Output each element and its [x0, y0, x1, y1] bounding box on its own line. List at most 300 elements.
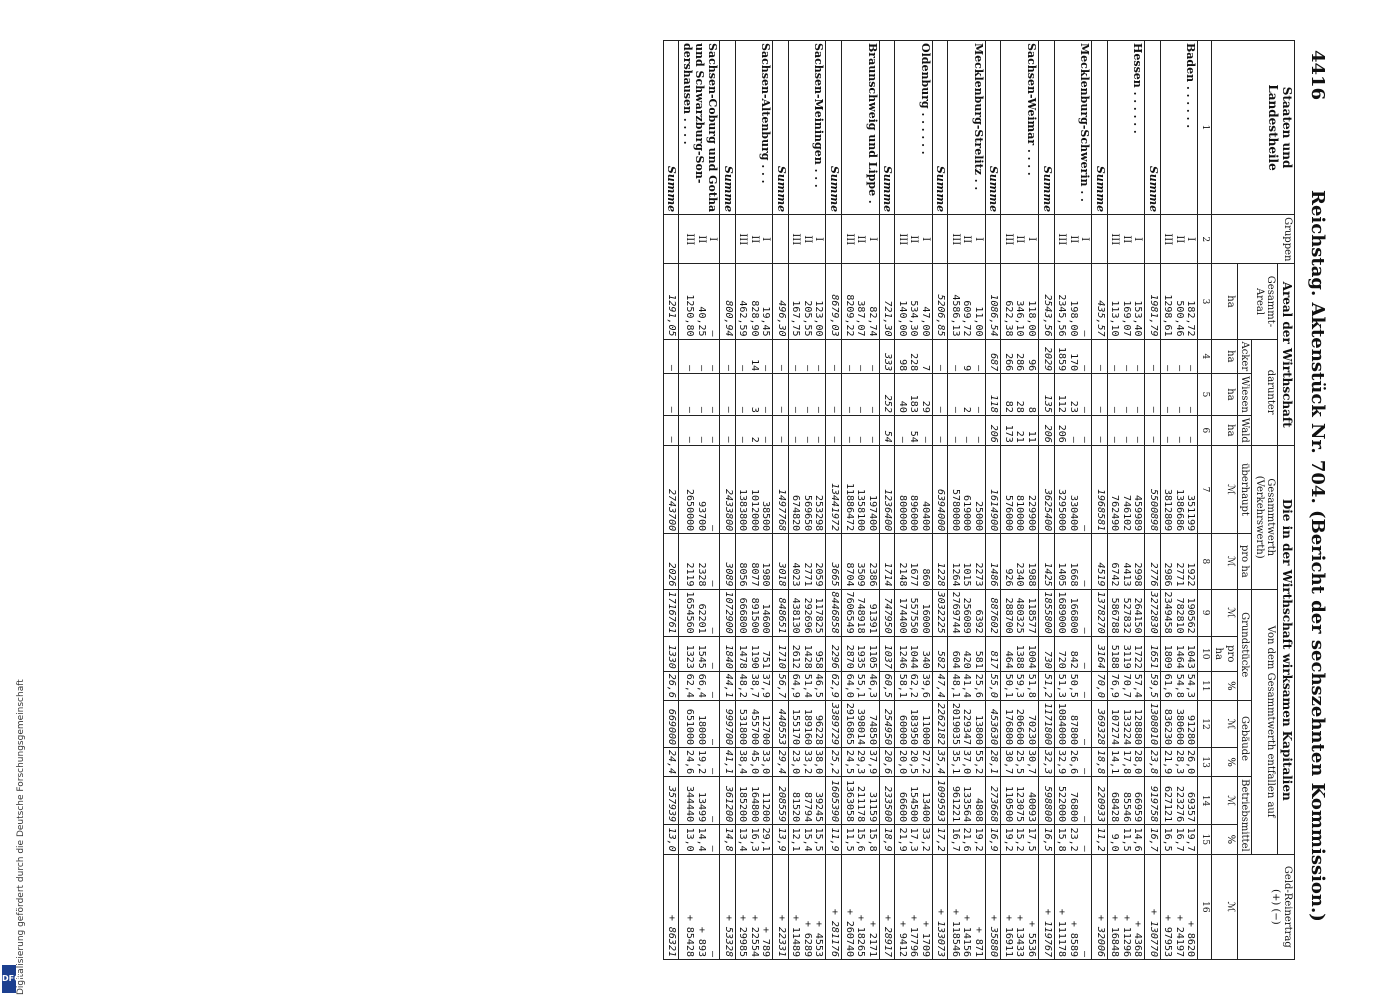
cell-grund-ha: — 1545 1323 [679, 636, 720, 671]
cell-wert-ha: 3665 [826, 534, 842, 589]
cell-betr-pct: 29,1 16,3 13,4 [735, 825, 773, 855]
column-number: 3 [1198, 264, 1211, 339]
cell-betr-pct: 11,2 [1092, 825, 1108, 855]
cell-areal: 153,40 169,07 113,10 [1107, 264, 1145, 339]
cell-wald: — — — [679, 415, 720, 445]
cell-geb: 128880 133224 107274 [1107, 700, 1145, 747]
cell-areal: 123,00 205,55 167,75 [788, 264, 826, 339]
cell-geb: 669000 [663, 700, 679, 747]
cell-areal: 1981,79 [1145, 264, 1161, 339]
cell-grund: 747950 [879, 589, 895, 636]
column-number: 14 [1198, 777, 1211, 825]
cell-wert: 38500 1012000 1383800 [735, 445, 773, 533]
cell-wert-ha: 2776 [1145, 534, 1161, 589]
cell-grund-ha: — 842 720 [1054, 636, 1092, 671]
cell-grund-ha: 1651 [1145, 636, 1161, 671]
cell-grund: — 166800 1689000 [1054, 589, 1092, 636]
cell-grund-pct: 39,6 62,2 58,1 [895, 671, 933, 700]
cell-betr: 4808 133564 961221 [948, 777, 986, 825]
cell-wert-ha: 2386 3509 8704 [842, 534, 880, 589]
unit-mark: ℳ [1211, 445, 1237, 533]
cell-grund-pct: 46,5 51,4 64,9 [788, 671, 826, 700]
cell-geb: 91280 380600 836230 [1160, 700, 1198, 747]
cell-acker: — 14 — [735, 339, 773, 374]
cell-geb-pct: 25,2 [826, 748, 842, 777]
cell-geb: 3389729 [826, 700, 842, 747]
cell-betr-pct: — 23,2 15,8 [1054, 825, 1092, 855]
cell-wert: 351199 1386686 3812809 [1160, 445, 1198, 533]
cell-wiesen: — — — [1107, 374, 1145, 416]
table-row [842, 41, 880, 960]
cell-wiesen: — [773, 374, 789, 416]
cell-rein: + 35880 [985, 854, 1001, 959]
column-number: 4 [1198, 339, 1211, 374]
cell-betr: 919758 [1145, 777, 1161, 825]
group-labels [826, 215, 842, 264]
cell-betr: 598800 [1038, 777, 1054, 825]
cell-betr-pct: 13,0 [663, 825, 679, 855]
cell-wald: — [1145, 415, 1161, 445]
group-labels: I II III [788, 215, 826, 264]
header-kapital-group: Die in der Wirthschaft wirksamen Kapitalien [1278, 445, 1295, 854]
cell-betr-pct: 33,2 17,3 21,9 [895, 825, 933, 855]
cell-rein: + 871 + 14156 + 118546 [948, 854, 986, 959]
cell-wald: — [826, 415, 842, 445]
cell-wert-ha: 1714 [879, 534, 895, 589]
unit-ha: ha [1211, 264, 1237, 339]
sum-row [1092, 41, 1108, 960]
cell-wald: 11 21 173 [1001, 415, 1039, 445]
cell-wald: — 54 — [895, 415, 933, 445]
cell-rein: + 32006 [1092, 854, 1108, 959]
cell-grund-ha: 3164 [1092, 636, 1108, 671]
column-number-row [1198, 41, 1211, 960]
state-name: Sachsen-Meiningen . . . [788, 41, 826, 215]
cell-geb-pct: 38,0 33,2 23,0 [788, 748, 826, 777]
cell-rein: + 5536 + 13433 + 16911 [1001, 854, 1039, 959]
cell-wert-ha: 3018 [773, 534, 789, 589]
header-gruppen: Gruppen [1211, 215, 1294, 264]
cell-grund-ha: 730 [1038, 636, 1054, 671]
unit-mark: ℳ [1211, 854, 1237, 959]
group-labels [1145, 215, 1161, 264]
table-row [679, 41, 720, 960]
cell-wald: — — — [948, 415, 986, 445]
cell-grund-pct: 54,3 54,8 61,6 [1160, 671, 1198, 700]
group-labels: I II III [948, 215, 986, 264]
cell-wert: 459989 746102 762490 [1107, 445, 1145, 533]
cell-grund-pct: 62,9 [826, 671, 842, 700]
cell-wiesen: 118 [985, 374, 1001, 416]
cell-geb: 11000 183950 60000 [895, 700, 933, 747]
header-gebaeude: Gebäude [1237, 700, 1252, 776]
cell-wert: 1236400 [879, 445, 895, 533]
header-betriebsmittel: Betriebsmittel [1237, 777, 1252, 855]
cell-geb-pct: 33,0 45,0 38,4 [735, 748, 773, 777]
page-number: 4416 [1307, 50, 1328, 101]
cell-betr: 361200 [720, 777, 736, 825]
cell-geb-pct: 23,8 [1145, 748, 1161, 777]
cell-wald: 206 [1038, 415, 1054, 445]
cell-geb-pct: — 19,2 24,6 [679, 748, 720, 777]
cell-grund-ha: 751 1190 1478 [735, 636, 773, 671]
cell-wiesen: — 3 — [735, 374, 773, 416]
cell-grund: 117825 292696 438130 [788, 589, 826, 636]
unit-pct: % [1211, 671, 1237, 700]
cell-acker: — — — [679, 339, 720, 374]
unit-mark: ℳ [1211, 589, 1237, 636]
cell-wert-ha: 1486 [985, 534, 1001, 589]
cell-betr: 1605390 [826, 777, 842, 825]
cell-geb: — 18000 651000 [679, 700, 720, 747]
column-number: 15 [1198, 825, 1211, 855]
cell-wert: 25000 619000 5780000 [948, 445, 986, 533]
cell-grund-pct: 47,4 [932, 671, 948, 700]
cell-grund: 190562 782810 2349458 [1160, 589, 1198, 636]
column-number: 9 [1198, 589, 1211, 636]
cell-rein: + 4368 + 11296 + 16848 [1107, 854, 1145, 959]
cell-betr-pct: 19,2 21,6 16,7 [948, 825, 986, 855]
group-labels [1092, 215, 1108, 264]
cell-geb-pct: 29,4 [773, 748, 789, 777]
cell-grund-ha: 1722 3119 5188 [1107, 636, 1145, 671]
cell-grund-pct: 46,3 55,1 64,0 [842, 671, 880, 700]
cell-wert: 2433800 [720, 445, 736, 533]
cell-grund: 16000 557550 174400 [895, 589, 933, 636]
cell-grund: 8446858 [826, 589, 842, 636]
cell-acker: 7 228 98 [895, 339, 933, 374]
cell-acker: — [932, 339, 948, 374]
cell-areal: 721,30 [879, 264, 895, 339]
cell-grund: 14600 891500 666800 [735, 589, 773, 636]
cell-rein: + 8620 + 24197 + 97953 [1160, 854, 1198, 959]
cell-rein: + 53328 [720, 854, 736, 959]
cell-grund: 91391 748918 7606549 [842, 589, 880, 636]
cell-rein: + 119767 [1038, 854, 1054, 959]
cell-betr: 357939 [663, 777, 679, 825]
cell-wiesen: — [932, 374, 948, 416]
cell-geb: 1308010 [1145, 700, 1161, 747]
cell-geb: 12700 455700 531800 [735, 700, 773, 747]
cell-betr: 220933 [1092, 777, 1108, 825]
cell-geb: 440553 [773, 700, 789, 747]
cell-geb: 13800 229347 2019035 [948, 700, 986, 747]
cell-grund-pct: 51,8 59,3 50,1 [1001, 671, 1039, 700]
group-labels: I II III [895, 215, 933, 264]
cell-acker: — 9 — [948, 339, 986, 374]
cell-geb: 70230 206600 176800 [1001, 700, 1039, 747]
sum-row [985, 41, 1001, 960]
cell-grund: 848651 [773, 589, 789, 636]
cell-betr-pct: 15,5 15,4 12,1 [788, 825, 826, 855]
cell-grund: 6392 256089 2769744 [948, 589, 986, 636]
cell-geb: 999700 [720, 700, 736, 747]
cell-wert: 6394000 [932, 445, 948, 533]
cell-wert: 5500898 [1145, 445, 1161, 533]
table-row [1107, 41, 1145, 960]
cell-betr: 1099593 [932, 777, 948, 825]
cell-wald: — 2 — [735, 415, 773, 445]
cell-grund-pct: 26,6 [663, 671, 679, 700]
column-number: 13 [1198, 748, 1211, 777]
cell-geb: 453630 [985, 700, 1001, 747]
cell-grund-pct: 51,2 [1038, 671, 1054, 700]
group-labels: I II III [1160, 215, 1198, 264]
cell-geb-pct: 32,3 [1038, 748, 1054, 777]
cell-wert-ha: 1980 8077 8056 [735, 534, 773, 589]
cell-rein: + 2171 + 18265 + 260740 [842, 854, 880, 959]
header-grundstuecke: Grundstücke [1237, 589, 1252, 700]
state-name: Oldenburg . . . . . . [895, 41, 933, 215]
cell-betr-pct: 18,9 [879, 825, 895, 855]
cell-grund-pct: 25,6 41,4 48,1 [948, 671, 986, 700]
cell-grund-pct: — 50,5 51,3 [1054, 671, 1092, 700]
cell-grund: 887602 [985, 589, 1001, 636]
sum-label: Summe [663, 41, 679, 215]
table-row [735, 41, 773, 960]
cell-wert-ha: 1922 2771 2986 [1160, 534, 1198, 589]
cell-acker: 96 286 266 [1001, 339, 1039, 374]
cell-wert-ha: 3089 [720, 534, 736, 589]
cell-wiesen: — [1092, 374, 1108, 416]
cell-rein: + 22331 [773, 854, 789, 959]
cell-grund: 3272830 [1145, 589, 1161, 636]
cell-wiesen: 8 28 82 [1001, 374, 1039, 416]
cell-wald: — [932, 415, 948, 445]
cell-acker: 333 [879, 339, 895, 374]
cell-wiesen: — [663, 374, 679, 416]
cell-wert-ha: 1228 [932, 534, 948, 589]
cell-rein: + 130770 [1145, 854, 1161, 959]
cell-grund: 3032225 [932, 589, 948, 636]
cell-rein: + 281176 [826, 854, 842, 959]
cell-wert-ha: 2026 [663, 534, 679, 589]
cell-wert: 229900 810000 576000 [1001, 445, 1039, 533]
cell-grund-pct: — 66,4 62,4 [679, 671, 720, 700]
sum-label: Summe [932, 41, 948, 215]
column-number: 1 [1198, 41, 1211, 215]
sum-label: Summe [1038, 41, 1054, 215]
table-row [788, 41, 826, 960]
cell-grund-ha: 340 1044 1246 [895, 636, 933, 671]
cell-grund-pct: 57,4 70,7 76,9 [1107, 671, 1145, 700]
cell-wert-ha: 4519 [1092, 534, 1108, 589]
table-row [1054, 41, 1092, 960]
group-labels: I II III [1001, 215, 1039, 264]
cell-betr: 69357 223276 627121 [1160, 777, 1198, 825]
cell-geb-pct: 35,4 [932, 748, 948, 777]
cell-wert-ha: 860 1677 2148 [895, 534, 933, 589]
sum-row [773, 41, 789, 960]
cell-grund-ha: 1043 1464 1809 [1160, 636, 1198, 671]
unit-ha: ha [1211, 415, 1237, 445]
sum-label: Summe [1145, 41, 1161, 215]
cell-areal: 435,57 [1092, 264, 1108, 339]
cell-betr: 31159 211178 1363058 [842, 777, 880, 825]
cell-rein: + 4553 + 6289 + 11489 [788, 854, 826, 959]
unit-pro-ha: pro ha [1211, 636, 1237, 671]
dfg-logo: DFG [2, 965, 16, 993]
cell-geb-pct: 41,1 [720, 748, 736, 777]
sum-row [720, 41, 736, 960]
cell-wald: — — — [1160, 415, 1198, 445]
cell-acker: 687 [985, 339, 1001, 374]
cell-wald: 54 [879, 415, 895, 445]
cell-areal: 2543,56 [1038, 264, 1054, 339]
cell-rein: — + 893 + 85428 [679, 854, 720, 959]
cell-wald: — — 206 [1054, 415, 1092, 445]
cell-grund: — 62201 1654560 [679, 589, 720, 636]
cell-areal: 182,72 500,46 1298,61 [1160, 264, 1198, 339]
state-name: Sachsen-Weimar . . . . [1001, 41, 1039, 215]
cell-wiesen: 135 [1038, 374, 1054, 416]
cell-wert: 3625400 [1038, 445, 1054, 533]
cell-betr-pct: 11,9 [826, 825, 842, 855]
cell-rein: + 1709 + 17796 + 9412 [895, 854, 933, 959]
cell-acker: — [1092, 339, 1108, 374]
cell-geb: 96228 189160 155170 [788, 700, 826, 747]
cell-areal: — 198,00 2345,56 [1054, 264, 1092, 339]
page-header [1300, 40, 1330, 960]
cell-grund: 264150 527832 586788 [1107, 589, 1145, 636]
cell-acker: — — — [842, 339, 880, 374]
cell-grund-pct: 70,0 [1092, 671, 1108, 700]
header-wald: Wald [1237, 415, 1252, 445]
cell-geb: 369328 [1092, 700, 1108, 747]
cell-wald: 206 [985, 415, 1001, 445]
cell-acker: — — — [788, 339, 826, 374]
cell-grund-pct: 44,1 [720, 671, 736, 700]
cell-wiesen: — [720, 374, 736, 416]
digitization-note-text: Digitalisierung gefördert durch die Deutsche Forschungsgemeinschaft [16, 679, 26, 995]
cell-betr: 208559 [773, 777, 789, 825]
cell-wert-ha: — 2328 2119 [679, 534, 720, 589]
cell-wald: — [663, 415, 679, 445]
table-row [895, 41, 933, 960]
cell-wert-ha: 2998 4413 6742 [1107, 534, 1145, 589]
state-name: Sachsen-Coburg und Gotha und Schwarzburg-Son- dershausen . . . . [679, 41, 720, 215]
page-title: Reichstag. Aktenstück Nr. 704. (Bericht der sechszehnten Kommission.) [1307, 190, 1328, 922]
cell-wert: 40400 896000 800000 [895, 445, 933, 533]
cell-areal: 496,30 [773, 264, 789, 339]
cell-areal: 8679,03 [826, 264, 842, 339]
cell-geb: — 87800 1084000 [1054, 700, 1092, 747]
cell-grund-pct: 60,5 [879, 671, 895, 700]
cell-wert: 1968581 [1092, 445, 1108, 533]
cell-betr: 13400 154500 66600 [895, 777, 933, 825]
cell-grund: 1716761 [663, 589, 679, 636]
cell-acker: — [773, 339, 789, 374]
state-name: Mecklenburg-Schwerin . . [1054, 41, 1092, 215]
table-row [948, 41, 986, 960]
cell-geb-pct: 27,2 20,5 20,0 [895, 748, 933, 777]
unit-ha: ha [1211, 339, 1237, 374]
cell-wald: — [1092, 415, 1108, 445]
cell-betr-pct: 15,8 15,6 11,5 [842, 825, 880, 855]
cell-geb: 74850 398014 2916865 [842, 700, 880, 747]
cell-areal: 82,74 387,07 8209,22 [842, 264, 880, 339]
cell-geb-pct: — 26,6 32,9 [1054, 748, 1092, 777]
cell-grund-ha: 1037 [879, 636, 895, 671]
unit-pct: % [1211, 825, 1237, 855]
table-body [663, 41, 1198, 960]
cell-wert: 197400 1358100 11886472 [842, 445, 880, 533]
state-name: Sachsen-Altenburg . . . [735, 41, 773, 215]
group-labels: I II III [679, 215, 720, 264]
cell-acker: — — — [1107, 339, 1145, 374]
cell-betr-pct: 14,6 11,5 9,0 [1107, 825, 1145, 855]
group-labels [985, 215, 1001, 264]
group-labels [663, 215, 679, 264]
cell-wert: 1497768 [773, 445, 789, 533]
cell-acker: 2029 [1038, 339, 1054, 374]
cell-areal: 47,00 534,30 140,00 [895, 264, 933, 339]
cell-areal: — 40,25 1250,80 [679, 264, 720, 339]
cell-geb-pct: 28,0 17,8 14,1 [1107, 748, 1145, 777]
cell-wert-ha: 1425 [1038, 534, 1054, 589]
column-number: 11 [1198, 671, 1211, 700]
sum-row [932, 41, 948, 960]
header-anteil-group: Von dem Gesammtwerth entfallen auf [1252, 589, 1278, 854]
cell-betr-pct: 14,8 [720, 825, 736, 855]
cell-grund-ha: 1840 [720, 636, 736, 671]
cell-wald: — — — [1107, 415, 1145, 445]
unit-ha: ha [1211, 374, 1237, 416]
cell-acker: — [826, 339, 842, 374]
cell-betr: 233500 [879, 777, 895, 825]
state-name: Hessen . . . . . . [1107, 41, 1145, 215]
cell-betr: 273668 [985, 777, 1001, 825]
cell-acker: — [720, 339, 736, 374]
cell-betr-pct: 17,5 15,2 19,2 [1001, 825, 1039, 855]
unit-mark: ℳ [1211, 534, 1237, 589]
sum-row [826, 41, 842, 960]
cell-acker: — — — [1160, 339, 1198, 374]
cell-betr-pct: 16,5 [1038, 825, 1054, 855]
cell-geb-pct: 28,1 [985, 748, 1001, 777]
cell-geb-pct: 55,2 37,0 35,1 [948, 748, 986, 777]
cell-grund-ha: 1330 [663, 636, 679, 671]
cell-grund: 1072900 [720, 589, 736, 636]
cell-betr: 39245 87794 81520 [788, 777, 826, 825]
cell-rein: + 28917 [879, 854, 895, 959]
cell-areal: 19,45 828,90 462,59 [735, 264, 773, 339]
state-name: Braunschweig und Lippe . [842, 41, 880, 215]
column-number: 16 [1198, 854, 1211, 959]
sum-label: Summe [1092, 41, 1108, 215]
sum-row [663, 41, 679, 960]
cell-rein: + 133073 [932, 854, 948, 959]
cell-betr: 40093 123075 110500 [1001, 777, 1039, 825]
cell-wert: 1614900 [985, 445, 1001, 533]
cell-grund-ha: 2296 [826, 636, 842, 671]
header-areal-group: Areal der Wirthschaft [1278, 264, 1295, 445]
document-page [75, 40, 1330, 960]
cell-rein: — + 8589 + 111178 [1054, 854, 1092, 959]
cell-grund-ha: 817 [985, 636, 1001, 671]
statistics-table [663, 40, 1295, 960]
table-row [1001, 41, 1039, 960]
sum-row [879, 41, 895, 960]
cell-wiesen: — — — [842, 374, 880, 416]
cell-wiesen: 252 [879, 374, 895, 416]
cell-areal: 118,00 346,10 622,38 [1001, 264, 1039, 339]
cell-geb-pct: 26,0 28,3 21,9 [1160, 748, 1198, 777]
cell-areal: 5206,85 [932, 264, 948, 339]
sum-label: Summe [985, 41, 1001, 215]
cell-grund-pct: 59,5 [1145, 671, 1161, 700]
cell-betr: — 76800 522000 [1054, 777, 1092, 825]
